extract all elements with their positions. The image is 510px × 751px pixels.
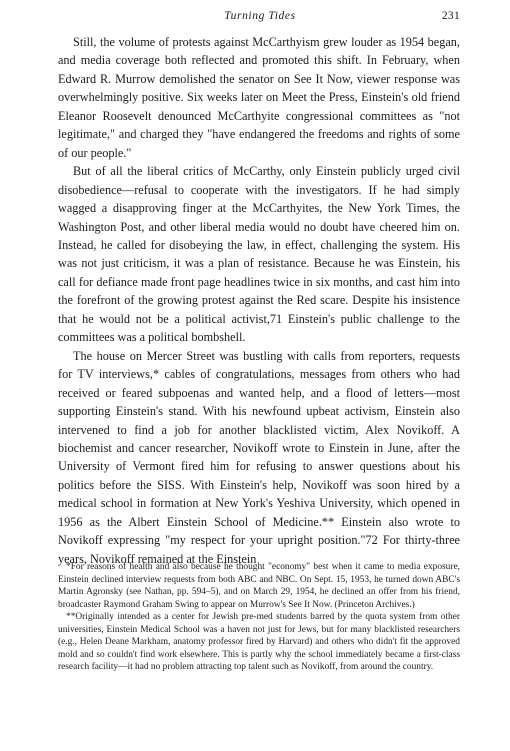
paragraph: The house on Mercer Street was bustling with calls from reporters, requests for TV interviews,* cables of congratulations, messages from others who had received or feared subpoenas and wanted help, and a flood of letters—most supporting Einstein's stand. With his newfound upbeat activism, Einstein also intervened to find a job for another blacklisted victim, Alex Novikoff. A biochemist and cancer researcher, Novikoff wrote to Einstein in June, after the University of Vermont fired him for refusing to answer questions about his politics before the SISS. With Einstein's help, Novikoff was soon hired by a medical school in formation at New York's Yeshiva University, which opened in 1956 as the Albert Einstein School of Medicine.** Einstein also wrote to Novikoff expressing "my respect for your upright position."72 For thirty-three years, Novikoff remained at the Einstein	[58, 348, 460, 566]
running-head	[60, 10, 460, 26]
paragraph: But of all the liberal critics of McCarthy, only Einstein publicly urged civil disobedience—refusal to cooperate with the investigators. If he had simply wagged a disapproving finger at the McCarthyites, the New York Times, the Washington Post, and other liberal media would no doubt have cheered him on. Instead, he called for disobeying the law, in effect, challenging the system. His was not just criticism, it was a plan of resistance. Because he was Einstein, his call for defiance made front page headlines twice in six months, and cast him into the forefront of the growing protest against the Red scare. Despite his insistence that he would not be a political activist,71 Einstein's public challenge to the committees was a political bombshell.	[58, 164, 460, 345]
footnotes	[58, 561, 460, 674]
page-number: 231	[441, 10, 460, 22]
body-text	[58, 33, 460, 568]
footnote: **Originally intended as a center for Jewish pre-med students barred by the quota system from other universities, Einstein Medical School was a haven not just for Jews, but for many blacklisted researchers (e.g., Helen Deane Markham, anatomy professor fired by Harvard) and others who didn't fit the approved mold and so couldn't find work elsewhere. This is partly why the school immediately became a first-class research facility—it had no problem attracting top talent such as Novikoff, from around the country.	[58, 612, 460, 672]
footnote: *For reasons of health and also because he thought "economy" best when it came to media exposure, Einstein declined interview requests from both ABC and NBC. On Sept. 15, 1953, he turned down ABC's Martin Agronsky (see Nathan, pp. 594–5), and on March 29, 1954, he declined an offer from his friend, broadcaster Raymond Graham Swing to appear on Murrow's See It Now. (Princeton Archives.)	[58, 562, 460, 610]
paragraph: Still, the volume of protests against McCarthyism grew louder as 1954 began, and media coverage both reflected and promoted this shift. In February, when Edward R. Murrow demolished the senator on See It Now, viewer response was overwhelmingly positive. Six weeks later on Meet the Press, Einstein's old friend Eleanor Roosevelt denounced McCarthyite congressional committees as "not legitimate," and charged they "have endangered the freedoms and rights of some of our people."	[58, 35, 460, 160]
running-title: Turning Tides	[224, 10, 296, 22]
